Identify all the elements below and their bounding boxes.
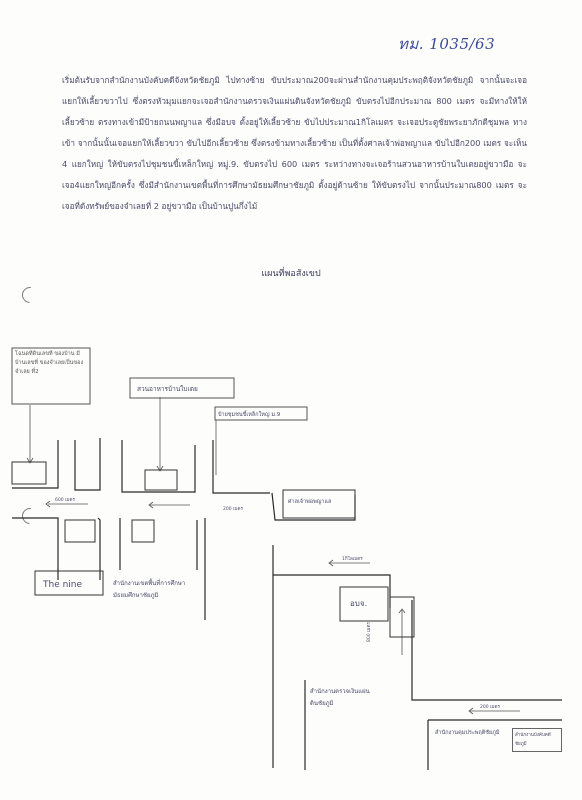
road-distance-1km: 1กิโลเมตร (342, 557, 363, 562)
enforcement-office-label: สำนักงานบังคับคดีชัยภูมิ (512, 728, 562, 752)
probation-office-label: สำนักงานคุมประพฤติชัยภูมิ (435, 730, 500, 736)
road-distance-200b: 200 เมตร (480, 705, 500, 710)
the-nine-label: The nine (43, 580, 83, 590)
target-house-box (12, 462, 46, 484)
road-distance-800: 800 เมตร (367, 622, 372, 642)
road-edge (12, 440, 58, 488)
target-house-label: โฉนดที่ดินเลขที่ ของบ้าน มีบ้านเลขที่ ของจำเลยเป็นของจำเลย ที่2 (15, 351, 84, 375)
reference-number: ทม. 1035/63 (398, 35, 496, 53)
audit-office-label: สำนักงานตรวจเงินแผ่นดินชัยภูมิ (310, 688, 370, 707)
pao-label: อบจ. (350, 599, 368, 608)
education-office-label: สำนักงานเขตพื้นที่การศึกษามัธยมศึกษาชัยภูมิ (113, 580, 186, 599)
road-distance-600: 600 เมตร (55, 498, 75, 503)
map-title: แผนที่พอสังเขป (261, 269, 321, 279)
community-sign-label: ป้ายชุมชนขี้เหล็กใหญ่ ม.9 (218, 412, 281, 418)
road-distance-200: 200 เมตร (223, 507, 243, 512)
restaurant-label: สวนอาหารบ้านใบเตย (137, 385, 198, 393)
shrine-label: ศาลเจ้าพ่อพญาแล (288, 499, 332, 505)
directions-paragraph: เริ่มต้นรับจากสำนักงานบังคับคดีจังหวัดชัยภูมิ ไปทางซ้าย ขับประมาณ200จะผ่านสำนักงานคุมประพฤติจังหวัดชัยภูมิ จากนั้นจะเจอแยกให้เลี้ยวขวาไป ซึ่งตรงหัวมุมแยกจะเจอสำนักงานตรวจเงินแผ่นดินจังหวัดชัยภูมิ ขับตรงไปอีกประมาณ 800 เมตร จะมีทางให้ให้เลี้ยวซ้าย ตรงทางเข้ามีป้ายถนนพญาแล ซึ่งมีอบจ ตั้งอยู่ให้เลี้ยวซ้าย ขับไปประมาณ1กิโลเมตร จะเจอประตูชัยพระยาภักดีชุมพล ทางเข้า จากนั้นนั้นเจอแยกให้เลี้ยวขวา ขับไปอีกเลี้ยวซ้าย ซึ่งตรงข้ามทางเลี้ยวซ้าย เป็นที่ตั้งศาลเจ้าพ่อพญาแล ขับไปอีก200 เมตร จะเห็น 4 แยกใหญ่ ให้ขับตรงไปชุมชนขี้เหล็กใหญ่ หมู่.9. ขับตรงไป 600 เมตร ระหว่างทางจะเจอร้านสวนอาหารบ้านใบเตยอยู่ขวามือ จะเจอ4แยกใหญ่อีกครั้ง ซึ่งมีสำนักงานเขตพื้นที่การศึกษามัธยมศึกษาชัยภูมิ ตั้งอยู่ด้านซ้าย ให้ขับตรงไป จากนั้นประมาณ800 เมตร จะเจอที่ดังทรัพย์ของจำเลยที่ 2 อยู่ขวามือ เป็นบ้านปูนกึ่งไม้ (62, 75, 527, 211)
